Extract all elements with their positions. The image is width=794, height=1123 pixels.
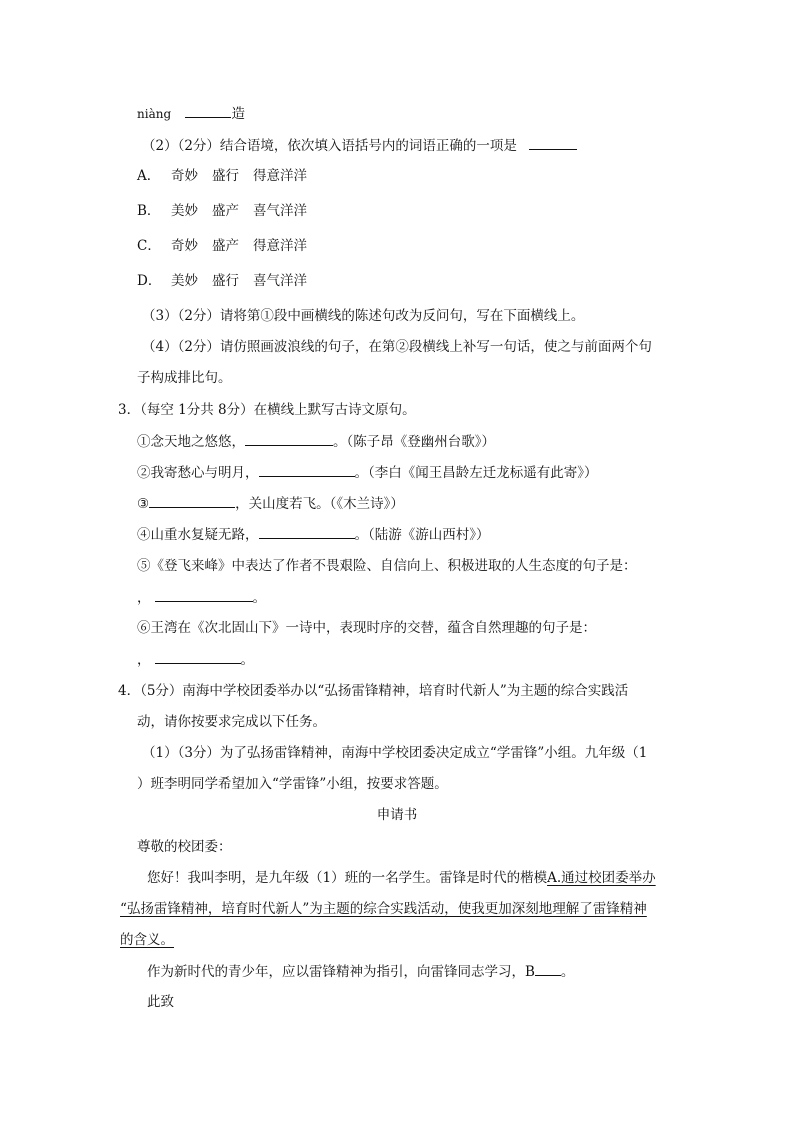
answer-blank[interactable] xyxy=(259,462,355,477)
letter-title: 申请书 xyxy=(376,807,418,823)
recite-post: 。（陈子昂《登幽州台歌》） xyxy=(333,434,495,450)
letter-text: 您好！我叫李明，是九年级（1）班的一名学生。雷锋是时代的楷模 xyxy=(147,870,548,886)
underlined-sentence-a: A.通过校团委举办 xyxy=(547,870,656,886)
pinyin-char: 造 xyxy=(231,106,245,122)
option-key: C． xyxy=(137,238,161,254)
recite-pre: ③ xyxy=(137,496,150,512)
option-c[interactable] xyxy=(137,236,321,256)
question-3-header: 3．（每空 1分共 8分）在横线上默写古诗文原句。 xyxy=(118,402,416,418)
recite-post: ，关山度若飞。（《木兰诗》） xyxy=(235,496,404,512)
option-word: 美妙 xyxy=(171,273,198,289)
recite-item-4 xyxy=(137,524,490,545)
option-key: B． xyxy=(137,203,161,219)
recite-end: 。 xyxy=(240,652,254,668)
answer-blank[interactable] xyxy=(155,649,241,664)
letter-closing: 此致 xyxy=(147,994,174,1010)
letter-text: 作为新时代的青少年，应以雷锋精神为指引，向雷锋同志学习，B xyxy=(147,964,535,980)
option-b[interactable] xyxy=(137,201,321,221)
option-key: A． xyxy=(137,168,161,184)
answer-blank[interactable] xyxy=(245,431,333,446)
option-word: 盛产 xyxy=(212,238,239,254)
option-word: 盛行 xyxy=(212,273,239,289)
recite-item-2 xyxy=(137,462,598,483)
option-word: 美妙 xyxy=(171,203,198,219)
subquestion-4-line1: （4）（2分）请仿照画波浪线的句子，在第②段横线上补写一句话，使之与前面两个句 xyxy=(142,339,652,355)
underlined-sentence-a-line3: 的含义。 xyxy=(120,932,174,948)
option-word: 得意洋洋 xyxy=(253,168,307,184)
question-4-header-line2: 动，请你按要求完成以下任务。 xyxy=(137,714,326,730)
subquestion-2-text: （2）（2分）结合语境，依次填入语括号内的词语正确的一项是 xyxy=(142,138,517,154)
option-word: 喜气洋洋 xyxy=(253,203,307,219)
letter-text-end: 。 xyxy=(560,964,575,980)
recite-item-6-answer xyxy=(137,649,254,670)
underlined-sentence-a-line2: “弘扬雷锋精神，培育时代新人”为主题的综合实践活动，使我更加深刻地理解了雷锋精神 xyxy=(120,901,647,917)
answer-blank-b[interactable] xyxy=(535,961,561,976)
recite-comma: ， xyxy=(137,590,151,606)
recite-item-5-answer xyxy=(137,587,266,608)
option-key: D． xyxy=(137,273,162,289)
answer-blank[interactable] xyxy=(155,587,253,602)
subquestion-4-line2: 子构成排比句。 xyxy=(137,370,232,386)
option-word: 盛行 xyxy=(212,168,239,184)
recite-item-5: ⑤《登飞来峰》中表达了作者不畏艰险、自信向上、积极进取的人生态度的句子是： xyxy=(137,558,637,574)
answer-blank[interactable] xyxy=(185,103,231,118)
option-word: 喜气洋洋 xyxy=(253,273,307,289)
letter-paragraph-2 xyxy=(147,961,574,982)
recite-pre: ①念天地之悠悠， xyxy=(137,434,245,450)
option-word: 盛产 xyxy=(212,203,239,219)
answer-blank[interactable] xyxy=(529,135,577,150)
letter-paragraph-1-line1 xyxy=(147,868,656,888)
option-word: 奇妙 xyxy=(171,168,198,184)
option-a[interactable] xyxy=(137,166,321,186)
option-word: 得意洋洋 xyxy=(253,238,307,254)
recite-post: 。（陆游《游山西村》） xyxy=(354,527,490,543)
recite-end: 。 xyxy=(252,590,266,606)
answer-blank[interactable] xyxy=(149,493,235,508)
question-4-header-line1: 4．（5分）南海中学校团委举办以“弘扬雷锋精神，培育时代新人”为主题的综合实践活 xyxy=(118,683,629,699)
option-word: 奇妙 xyxy=(171,238,198,254)
recite-pre: ④山重水复疑无路， xyxy=(137,527,259,543)
question-4-sub1-line1: （1）（3分）为了弘扬雷锋精神，南海中学校团委决定成立“学雷锋”小组。九年级（1 xyxy=(142,745,648,761)
recite-pre: ②我寄愁心与明月， xyxy=(137,465,259,481)
subquestion-3: （3）（2分）请将第①段中画横线的陈述句改为反问句，写在下面横线上。 xyxy=(142,308,585,324)
recite-post: 。（李白《闻王昌龄左迁龙标遥有此寄》） xyxy=(354,465,598,481)
answer-blank[interactable] xyxy=(259,524,355,539)
pinyin-text: niàng xyxy=(137,107,172,121)
option-d[interactable] xyxy=(137,271,321,291)
recite-item-3 xyxy=(137,493,404,514)
recite-item-1 xyxy=(137,431,495,452)
subquestion-2 xyxy=(142,135,577,156)
question-4-sub1-line2: ）班李明同学希望加入“学雷锋”小组，按要求答题。 xyxy=(137,776,448,792)
letter-salutation: 尊敬的校团委： xyxy=(137,839,232,855)
recite-item-6: ⑥王湾在《次北固山下》一诗中，表现时序的交替，蕴含自然理趣的句子是： xyxy=(137,620,596,636)
pinyin-line xyxy=(137,103,245,124)
recite-comma: ， xyxy=(137,652,151,668)
